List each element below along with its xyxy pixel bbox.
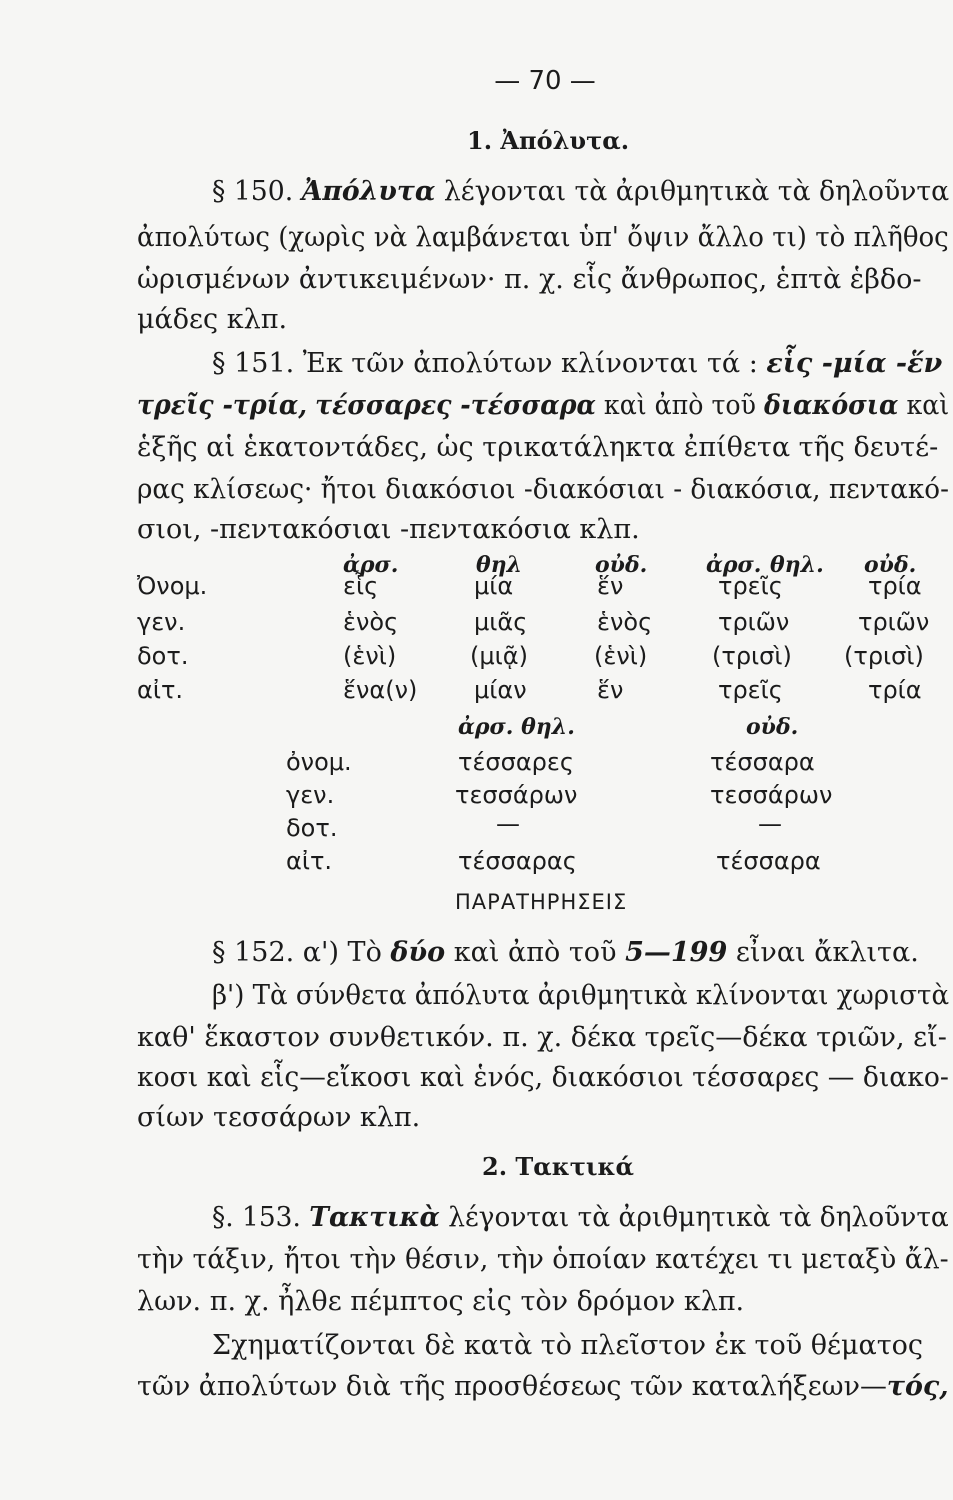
col-header: οὐδ. (595, 552, 648, 578)
text: καὶ ἀπὸ τοῦ (603, 390, 756, 421)
para-152-line1 (212, 937, 919, 968)
case-label: γεν. (137, 608, 186, 636)
table-cell: εἷς (343, 572, 379, 600)
table-cell: ἕνα(ν) (343, 676, 418, 704)
text: εἶναι ἄκλιτα. (735, 937, 919, 968)
table-cell: — (496, 810, 520, 838)
case-label: αἰτ. (137, 676, 184, 704)
text: λέγονται τὰ ἀριθμητικὰ τὰ δηλοῦντα (443, 176, 950, 207)
para-150-line2: ἀπολύτως (χωρὶς νὰ λαμβάνεται ὑπ' ὄψιν ἄλλο τι) τὸ πλῆθος (137, 222, 949, 253)
table-cell: (ἑνὶ) (343, 642, 397, 670)
table-cell: ἕν (597, 676, 624, 704)
para-153-line2: τὴν τάξιν, ἤτοι τὴν θέσιν, τὴν ὁποίαν κατέχει τι μεταξὺ ἄλ- (137, 1244, 949, 1275)
para-152-line3: καθ' ἕκαστον συνθετικόν. π. χ. δέκα τρεῖς—δέκα τριῶν, εἴ- (137, 1022, 947, 1053)
col-header: ἀρσ. θηλ. (458, 714, 575, 740)
col-header: οὐδ. (746, 714, 799, 740)
para-last-line1: Σχηματίζονται δὲ κατὰ τὸ πλεῖστον ἐκ τοῦ θέματος (212, 1330, 924, 1361)
case-label: δοτ. (137, 642, 189, 670)
table-cell: τριῶν (858, 608, 930, 636)
para-151-line4: ρας κλίσεως· ἤτοι διακόσιοι -διακόσιαι - διακόσια, πεντακό- (137, 474, 949, 505)
section-153: §. 153. (212, 1202, 301, 1233)
col-header: οὐδ. (864, 552, 917, 578)
col-header: ἀρσ. (706, 552, 762, 578)
col-header: θηλ. (770, 552, 824, 578)
table-cell: — (758, 810, 782, 838)
text: Ἐκ τῶν ἀπολύτων κλίνονται τά : (302, 348, 758, 379)
table-cell: τεσσάρων (455, 781, 578, 809)
text: καὶ ἀπὸ τοῦ (453, 937, 617, 968)
table-cell: τρεῖς (718, 676, 783, 704)
number-range: 5—199 (625, 937, 728, 968)
table-cell: τρεῖς (718, 572, 783, 600)
para-150-line4: μάδες κλπ. (137, 304, 288, 335)
forms-four: τέσσαρες -τέσσαρα (315, 390, 596, 421)
case-label: Ὀνομ. (137, 572, 208, 600)
table-cell: τέσσαρα (716, 847, 821, 875)
para-151-line1 (212, 348, 942, 379)
case-label: δοτ. (286, 814, 338, 842)
heading-ordinal: 2. Τακτικά (482, 1152, 634, 1181)
case-label: γεν. (286, 781, 335, 809)
text: § 152. α') Τὸ (212, 937, 382, 968)
remarks-title: ΠΑΡΑΤΗΡΗΣΕΙΣ (455, 890, 628, 914)
para-153-line1 (212, 1202, 949, 1233)
para-150-line1 (212, 176, 949, 207)
table-cell: μίαν (474, 676, 527, 704)
term-taktika: Τακτικὰ (309, 1202, 440, 1233)
para-152-line5: σίων τεσσάρων κλπ. (137, 1102, 421, 1133)
para-151-line3: ἑξῆς αἱ ἑκατοντάδες, ὡς τρικατάληκτα ἐπίθετα τῆς δευτέ- (137, 432, 939, 463)
table-cell: μία (474, 572, 514, 600)
para-153-line3: λων. π. χ. ἦλθε πέμπτος εἰς τὸν δρόμον κλπ. (137, 1286, 745, 1317)
table-cell: τέσσαρας (458, 847, 577, 875)
table-cell: τρία (868, 676, 922, 704)
para-152-line4: κοσι καὶ εἷς—εἴκοσι καὶ ἑνός, διακόσιοι τέσσαρες — διακο- (137, 1062, 949, 1093)
table-cell: τρία (868, 572, 922, 600)
case-label: ὀνομ. (286, 748, 352, 776)
ending-tos: τός, (886, 1371, 949, 1402)
para-150-line3: ὡρισμένων ἀντικειμένων· π. χ. εἷς ἄνθρωπος, ἑπτὰ ἑβδο- (137, 264, 922, 295)
forms-one: εἷς -μία -ἕν (766, 348, 943, 379)
para-152-line2: β') Τὰ σύνθετα ἀπόλυτα ἀριθμητικὰ κλίνονται χωριστὰ (212, 980, 950, 1011)
table-cell: τριῶν (718, 608, 790, 636)
table-cell: ἑνὸς (597, 608, 653, 636)
term-diakosia: διακόσια (763, 390, 899, 421)
col-header: ἀρσ. (343, 552, 399, 578)
heading-absolute: 1. Ἀπόλυτα. (467, 126, 630, 155)
text: καὶ (906, 390, 950, 421)
table-cell: τεσσάρων (710, 781, 833, 809)
table-cell: ἑνὸς (343, 608, 399, 636)
section-150: § 150. (212, 176, 294, 207)
section-151: § 151. (212, 348, 295, 379)
page-number: — 70 — (494, 66, 596, 96)
table-cell: μιᾶς (474, 608, 528, 636)
case-label: αἰτ. (286, 847, 333, 875)
term-dyo: δύο (390, 937, 446, 968)
table-cell: (τρισὶ) (844, 642, 924, 670)
table-cell: (ἑνὶ) (594, 642, 648, 670)
table-cell: (τρισὶ) (712, 642, 792, 670)
table-cell: τέσσαρα (710, 748, 815, 776)
table-cell: (μιᾷ) (470, 642, 528, 670)
para-151-line5: σιοι, -πεντακόσιαι -πεντακόσια κλπ. (137, 514, 640, 545)
para-151-line2 (137, 390, 949, 421)
table-cell: ἕν (597, 572, 624, 600)
term-apolyta: Ἀπόλυτα (301, 176, 436, 207)
para-last-line2 (137, 1371, 949, 1402)
forms-three: τρεῖς -τρία, (137, 390, 308, 421)
text: τῶν ἀπολύτων διὰ τῆς προσθέσεως τῶν καταλήξεων— (137, 1371, 887, 1402)
table-cell: τέσσαρες (458, 748, 574, 776)
col-header: θηλ (476, 552, 523, 578)
text: λέγονται τὰ ἀριθμητικὰ τὰ δηλοῦντα (448, 1202, 949, 1233)
